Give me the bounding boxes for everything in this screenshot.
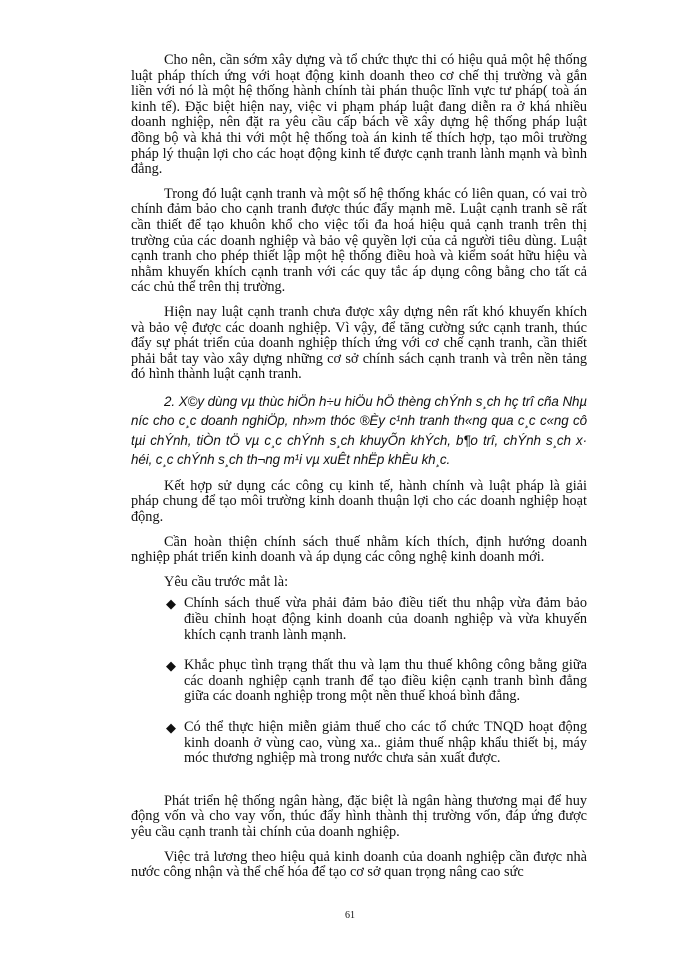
- list-item-text: Khắc phục tình trạng thất thu và lạm thu thuế không công bằng giữa các doanh nghiệp cạnh tranh để tạo điều kiện cạnh tranh bình đẳng giữa các doanh nghiệp trong một nền thuế khoá bình đẳng.: [184, 657, 587, 705]
- paragraph: Hiện nay luật cạnh tranh chưa được xây dựng nên rất khó khuyến khích và bảo vệ được các doanh nghiệp. Vì vậy, để tăng cường sức cạnh tranh, thúc đẩy sự phát triển của doanh nghiệp thích ứng với cơ chế cạnh tranh, cần thiết phải bắt tay vào xây dựng những cơ sở chính sách cạnh tranh và trên nền tảng đó hình thành luật cạnh tranh.: [131, 303, 587, 383]
- spacer: [131, 782, 587, 794]
- paragraph: Cần hoàn thiện chính sách thuế nhằm kích thích, định hướng doanh nghiệp phát triển kinh doanh và áp dụng các công nghệ kinh doanh mới.: [131, 533, 587, 566]
- diamond-bullet-icon: ◆: [166, 658, 176, 674]
- list-item-text: Có thể thực hiện miễn giảm thuế cho các tổ chức TNQD hoạt động kinh doanh ở vùng cao, vùng xa.. giảm thuế nhập khẩu thiết bị, máy móc thương nghiệp mà trong nước chưa sản xuất được.: [184, 719, 587, 767]
- page-number: 61: [345, 910, 355, 921]
- diamond-bullet-icon: ◆: [166, 720, 176, 735]
- paragraph: Việc trả lương theo hiệu quả kinh doanh của doanh nghiệp cần được nhà nước công nhận và thể chế hóa để tạo cơ sở quan trọng nâng cao sức: [131, 848, 587, 881]
- list-item-text: Chính sách thuế vừa phải đảm bảo điều tiết thu nhập vừa đảm bảo điều chỉnh hoạt động kinh doanh của doanh nghiệp và vừa khuyến khích cạnh tranh lành mạnh.: [184, 595, 587, 643]
- paragraph: Trong đó luật cạnh tranh và một số hệ thống khác có liên quan, có vai trò chính đảm bảo cho cạnh tranh được thúc đẩy mạnh mẽ. Luật cạnh tranh sẽ rất cần thiết để tạo khuôn khổ cho việc tối đa hoá hiệu quả cạnh tranh trên thị trường của các doanh nghiệp và bảo vệ quyền lợi của cả người tiêu dùng. Luật cạnh tranh cho phép thiết lập một hệ thống điều hoà và kiểm soát hữu hiệu và nhằm khuyến khích cạnh tranh với các quy tắc áp dụng công bằng cho tất cả các chủ thể trên thị trường.: [131, 185, 587, 296]
- diamond-bullet-icon: ◆: [166, 596, 176, 612]
- requirements-intro: Yêu cầu trước mắt là:: [164, 573, 289, 590]
- bullet-list: [131, 596, 587, 766]
- section-heading: 2. X©y dùng vµ thùc hiÖn h÷u hiÖu hÖ thèng chÝnh s¸ch hç trî cña Nhµ níc cho c¸c doanh nghiÖp, nh»m thóc ®Èy c¹nh tranh th«ng qua c¸c c«ng cô tµi chÝnh, tiÒn tÖ vµ c¸c chÝnh s¸ch khuyÕn khÝch, b¶o trî, chÝnh s¸ch x· héi, c¸c chÝnh s¸ch th¬ng m¹i vµ xuÊt nhËp khÈu kh¸c.: [131, 393, 587, 468]
- list-item: [131, 658, 587, 705]
- paragraph: Cho nên, cần sớm xây dựng và tổ chức thực thi có hiệu quả một hệ thống luật pháp thích ứng với hoạt động kinh doanh theo cơ chế thị trường và gắn liền với nó là một hệ thống hành chính tài phán thuộc lĩnh vực tư pháp( toà án kinh tế). Đặc biệt hiện nay, việc vi phạm pháp luật đang diễn ra ở khá nhiều doanh nghiệp, nên đặt ra yêu cầu cấp bách về xây dựng hệ thống pháp luật đồng bộ và khả thi với một hệ thống toà án kinh tế thích hợp, tạo môi trường pháp lý thuận lợi cho các hoạt động kinh tế được cạnh tranh lành mạnh và bình đẳng.: [131, 52, 587, 178]
- list-item: [131, 596, 587, 643]
- paragraph: Kết hợp sử dụng các công cụ kinh tế, hành chính và luật pháp là giải pháp chung để tạo môi trường kinh doanh thuận lợi cho các doanh nghiệp hoạt động.: [131, 477, 587, 526]
- paragraph: Phát triển hệ thống ngân hàng, đặc biệt là ngân hàng thương mại để huy động vốn và cho vay vốn, thúc đẩy hình thành thị trường vốn, đáp ứng được yêu cầu cạnh tranh tài chính của doanh nghiệp.: [131, 792, 587, 840]
- body-text: [131, 53, 587, 890]
- list-item: [131, 720, 587, 767]
